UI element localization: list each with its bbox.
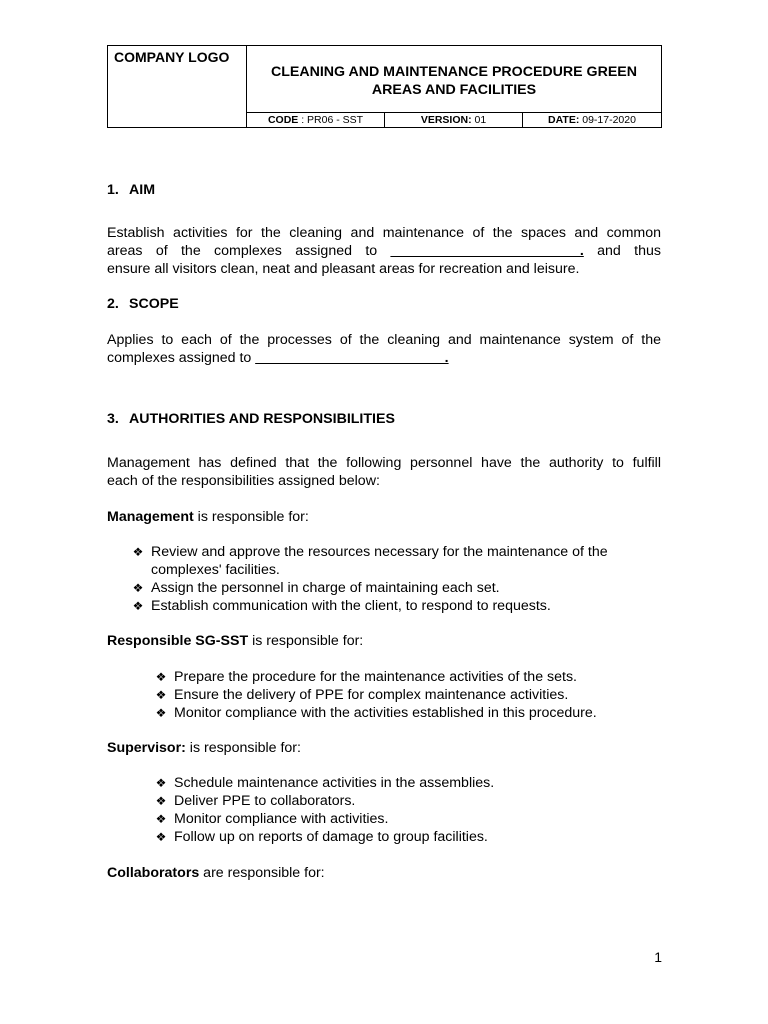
scope-paragraph bbox=[107, 331, 661, 367]
list-item bbox=[107, 828, 661, 846]
role-name: Management bbox=[107, 509, 194, 525]
aim-line-2-text: areas of the complexes assigned to bbox=[107, 243, 378, 259]
list-item bbox=[107, 579, 661, 597]
document-meta-row bbox=[247, 113, 661, 127]
section-heading-aim bbox=[107, 181, 661, 199]
role-suffix: is responsible for: bbox=[185, 740, 301, 756]
role-management-heading bbox=[107, 508, 661, 526]
document-title-line-2: AREAS AND FACILITIES bbox=[371, 82, 537, 98]
page-number: 1 bbox=[654, 949, 662, 965]
diamond-bullet-icon: ❖ bbox=[155, 670, 167, 684]
date-label: DATE: bbox=[548, 114, 580, 126]
aim-line-3: ensure all visitors clean, neat and pleasant areas for recreation and leisure. bbox=[107, 261, 580, 277]
list-item bbox=[107, 704, 661, 722]
list-item bbox=[107, 792, 661, 810]
section-number: 3. bbox=[107, 411, 119, 427]
list-item bbox=[107, 597, 661, 615]
diamond-bullet-icon: ❖ bbox=[132, 545, 144, 559]
diamond-bullet-icon: ❖ bbox=[155, 688, 167, 702]
code-value: : PR06 - SST bbox=[301, 114, 364, 126]
role-suffix: is responsible for: bbox=[248, 633, 364, 649]
list-item-text: Monitor compliance with the activities established in this procedure. bbox=[174, 705, 597, 721]
section-number: 2. bbox=[107, 296, 119, 312]
date-value: 09-17-2020 bbox=[579, 114, 636, 126]
role-suffix: are responsible for: bbox=[199, 865, 325, 881]
aim-line-2-end: and thus bbox=[597, 243, 661, 259]
scope-blank-field: ________________________. bbox=[255, 350, 449, 366]
aim-blank-field: ________________________. bbox=[390, 243, 584, 259]
document-header-table bbox=[107, 45, 662, 128]
role-name: Responsible SG-SST bbox=[107, 633, 249, 649]
role-name: Collaborators bbox=[107, 865, 200, 881]
list-item bbox=[107, 810, 661, 828]
document-title-line-1: CLEANING AND MAINTENANCE PROCEDURE GREEN bbox=[271, 64, 637, 80]
section-number: 1. bbox=[107, 182, 119, 198]
list-item-text: Prepare the procedure for the maintenance activities of the sets. bbox=[174, 669, 577, 685]
list-item bbox=[107, 668, 661, 686]
role-sgsst-heading bbox=[107, 632, 661, 650]
aim-line-1: Establish activities for the cleaning and maintenance of the spaces and common bbox=[107, 225, 661, 241]
diamond-bullet-icon: ❖ bbox=[155, 706, 167, 720]
list-item-text: Follow up on reports of damage to group facilities. bbox=[174, 829, 488, 845]
list-item-text: Establish communication with the client, to respond to requests. bbox=[151, 598, 551, 614]
section-title: SCOPE bbox=[129, 296, 179, 312]
diamond-bullet-icon: ❖ bbox=[155, 830, 167, 844]
diamond-bullet-icon: ❖ bbox=[132, 581, 144, 595]
aim-paragraph bbox=[107, 224, 661, 278]
section-title: AIM bbox=[129, 182, 156, 198]
list-item-text: Schedule maintenance activities in the assemblies. bbox=[174, 775, 495, 791]
version-value: 01 bbox=[471, 114, 487, 126]
authorities-intro-line-1: Management has defined that the following personnel have the authority to fulfill bbox=[107, 455, 661, 471]
role-supervisor-heading bbox=[107, 739, 661, 757]
scope-line-2 bbox=[107, 349, 661, 367]
role-name: Supervisor: bbox=[107, 740, 186, 756]
list-item-text: Review and approve the resources necessary for the maintenance of the bbox=[151, 544, 608, 560]
date-cell bbox=[523, 113, 661, 127]
list-item-text: Ensure the delivery of PPE for complex maintenance activities. bbox=[174, 687, 569, 703]
list-item-text-cont: complexes' facilities. bbox=[151, 562, 280, 578]
list-item-text: Assign the personnel in charge of maintaining each set. bbox=[151, 580, 500, 596]
version-cell bbox=[385, 113, 523, 127]
list-item bbox=[107, 686, 661, 704]
management-responsibilities-list bbox=[107, 543, 661, 615]
authorities-intro-line-2: each of the responsibilities assigned below: bbox=[107, 473, 380, 489]
diamond-bullet-icon: ❖ bbox=[132, 599, 144, 613]
diamond-bullet-icon: ❖ bbox=[155, 776, 167, 790]
section-heading-scope bbox=[107, 295, 661, 313]
company-logo-cell: COMPANY LOGO bbox=[108, 46, 247, 127]
scope-line-1: Applies to each of the processes of the cleaning and maintenance system of the bbox=[107, 332, 661, 348]
list-item-text: Deliver PPE to collaborators. bbox=[174, 793, 356, 809]
section-title: AUTHORITIES AND RESPONSIBILITIES bbox=[129, 411, 395, 427]
list-item bbox=[107, 774, 661, 792]
supervisor-responsibilities-list bbox=[107, 774, 661, 846]
code-label: CODE bbox=[267, 114, 299, 126]
scope-line-2-text: complexes assigned to bbox=[107, 350, 252, 366]
role-collaborators-heading bbox=[107, 864, 661, 882]
authorities-intro bbox=[107, 454, 661, 490]
diamond-bullet-icon: ❖ bbox=[155, 794, 167, 808]
aim-line-2 bbox=[107, 242, 661, 260]
version-label: VERSION: bbox=[420, 114, 472, 126]
list-item bbox=[107, 543, 661, 579]
section-heading-authorities bbox=[107, 410, 661, 428]
code-cell bbox=[247, 113, 385, 127]
document-title bbox=[247, 46, 661, 113]
diamond-bullet-icon: ❖ bbox=[155, 812, 167, 826]
list-item-text: Monitor compliance with activities. bbox=[174, 811, 389, 827]
sgsst-responsibilities-list bbox=[107, 668, 661, 722]
role-suffix: is responsible for: bbox=[193, 509, 309, 525]
